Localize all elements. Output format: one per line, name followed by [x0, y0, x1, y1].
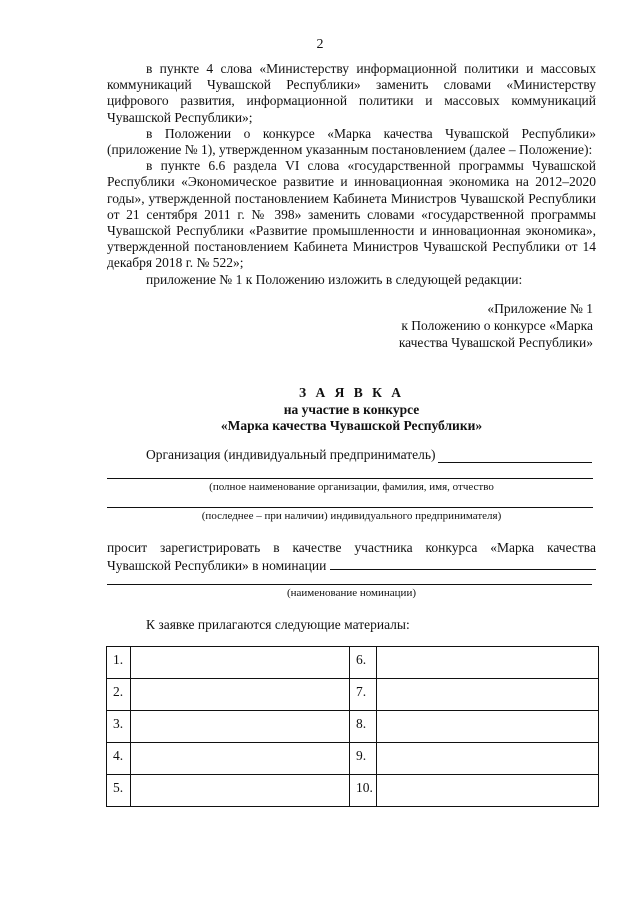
row-number: 3. — [107, 711, 131, 743]
material-cell[interactable] — [377, 743, 599, 775]
appendix-line: к Положению о конкурсе «Марка — [401, 318, 593, 333]
material-cell[interactable] — [131, 711, 350, 743]
appendix-line: «Приложение № 1 — [487, 301, 593, 316]
paragraph: в пункте 4 слова «Министерству информационной политики и массовых коммуникаций Чувашской Республики» заменить словами «Министерству цифрового развития, информационной политики и массовых коммуникаций Чувашской Республики»; — [107, 61, 596, 125]
appendix-header — [378, 300, 593, 351]
amendment-text — [107, 61, 596, 288]
material-cell[interactable] — [377, 711, 599, 743]
organization-label: Организация (индивидуальный предприниматель) — [146, 447, 436, 462]
materials-table — [106, 646, 599, 807]
row-number: 8. — [350, 711, 377, 743]
nomination-fill-line[interactable] — [330, 557, 596, 570]
row-number: 6. — [350, 647, 377, 679]
appendix-line: качества Чувашской Республики» — [398, 335, 593, 350]
table-row — [107, 743, 599, 775]
material-cell[interactable] — [131, 647, 350, 679]
row-number: 10. — [350, 775, 377, 807]
table-row — [107, 775, 599, 807]
material-cell[interactable] — [131, 743, 350, 775]
material-cell[interactable] — [131, 679, 350, 711]
caption-entrepreneur: (последнее – при наличии) индивидуального предпринимателя) — [201, 510, 502, 522]
paragraph: в Положении о конкурсе «Марка качества Чувашской Республики» (приложение № 1), утвержденном указанным постановлением (далее – Положение): — [107, 125, 596, 158]
row-number: 9. — [350, 743, 377, 775]
caption-nomination: (наименование номинации) — [286, 587, 416, 599]
table-row — [107, 711, 599, 743]
form-subtitle: «Марка качества Чувашской Республики» — [220, 418, 483, 433]
form-title-block — [107, 385, 596, 435]
material-cell[interactable] — [377, 647, 599, 679]
material-cell[interactable] — [377, 679, 599, 711]
attached-materials-label: К заявке прилагаются следующие материалы: — [146, 617, 410, 632]
row-number: 1. — [107, 647, 131, 679]
organization-fill-line-2[interactable] — [107, 478, 593, 479]
row-number: 2. — [107, 679, 131, 711]
organization-fill-line[interactable] — [438, 448, 593, 463]
material-cell[interactable] — [131, 775, 350, 807]
material-cell[interactable] — [377, 775, 599, 807]
row-number: 7. — [350, 679, 377, 711]
page-number: 2 — [316, 37, 324, 52]
paragraph: в пункте 6.6 раздела VI слова «государственной программы Чувашской Республики «Экономическое развитие и инновационная экономика на 2012–2020 годы», утвержденной постановлением Кабинета Министров Чувашской Республики от 21 сентября 2011 г. № 398» заменить словами «государственной программы Чувашской Республики «Развитие промышленности и инновационная экономика», утвержденной постановлением Кабинета Министров Чувашской Республики от 14 декабря 2018 г. № 522»; — [107, 158, 596, 271]
row-number: 4. — [107, 743, 131, 775]
row-number: 5. — [107, 775, 131, 807]
nomination-fill-line-2[interactable] — [107, 584, 592, 585]
form-subtitle: на участие в конкурсе — [283, 401, 420, 417]
table-row — [107, 679, 599, 711]
caption-organization: (полное наименование организации, фамилия, имя, отчество — [209, 481, 494, 493]
paragraph: приложение № 1 к Положению изложить в следующей редакции: — [146, 271, 523, 287]
request-paragraph — [107, 540, 596, 574]
request-text: просит зарегистрировать в качестве участника конкурса «Марка качества Чувашской Республики» в номинации — [107, 540, 596, 573]
organization-field[interactable] — [146, 447, 592, 463]
form-title: З А Я В К А — [298, 385, 405, 400]
table-row — [107, 647, 599, 679]
organization-fill-line-3[interactable] — [107, 507, 593, 508]
